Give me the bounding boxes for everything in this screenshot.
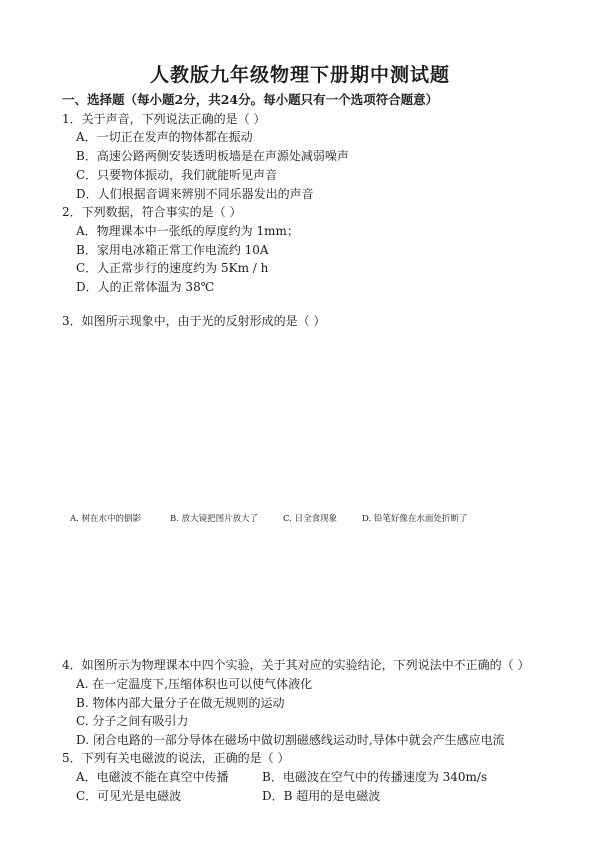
question-4-option-c: C. 分子之间有吸引力	[76, 714, 189, 728]
question-2-option-d: D．人的正常体温为 38℃	[76, 280, 215, 294]
question-4-option-a: A. 在一定温度下,压缩体积也可以使气体液化	[76, 677, 313, 691]
question-1-option-d: D．人们根据音调来辨别不同乐器发出的声音	[76, 187, 314, 201]
question-1-option-b: B．高速公路两侧安装透明板墙是在声源处减弱噪声	[76, 149, 349, 163]
question-2-option-a: A．物理课本中一张纸的厚度约为 1mm；	[76, 224, 299, 238]
question-2-stem: 2．下列数据，符合事实的是（ ）	[62, 205, 242, 219]
question-1-option-a: A．一切正在发声的物体都在振动	[76, 130, 253, 144]
question-5-stem: 5．下列有关电磁波的说法，正确的是（ ）	[62, 751, 290, 765]
question-1-stem: 1．关于声音，下列说法正确的是（ ）	[62, 112, 266, 126]
question-2-option-b: B．家用电冰箱正常工作电流约 10A	[76, 243, 269, 257]
question-2-option-c: C．人正常步行的速度约为 5Km / h	[76, 261, 269, 275]
question-3-figure-area	[62, 338, 542, 503]
question-1-option-c: C．只要物体振动，我们就能听见声音	[76, 168, 278, 182]
question-3-caption-c: C. 日全食现象	[283, 514, 338, 524]
question-5-option-a: A．电磁波不能在真空中传播	[76, 770, 229, 784]
question-3-caption-a: A. 树在水中的倒影	[70, 514, 142, 524]
question-4-option-d: D. 闭合电路的一部分导体在磁场中做切割磁感线运动时,导体中就会产生感应电流	[76, 733, 505, 747]
question-5-option-c: C．可见光是电磁波	[76, 789, 182, 803]
question-3-stem: 3．如图所示现象中，由于光的反射形成的是（ ）	[62, 314, 326, 328]
question-4-stem: 4．如图所示为物理课本中四个实验，关于其对应的实验结论，下列说法中不正确的（ ）	[62, 658, 530, 672]
question-4-option-b: B. 物体内部大量分子在做无规则的运动	[76, 696, 285, 710]
question-3-caption-d: D. 铅笔好像在水面处折断了	[362, 514, 468, 524]
question-4-figure-area	[62, 528, 542, 648]
question-5-option-b: B．电磁波在空气中的传播速度为 340m/s	[262, 770, 488, 784]
section-heading: 一、选择题（每小题2分，共24分。每小题只有一个选项符合题意）	[62, 92, 439, 107]
page-title: 人教版九年级物理下册期中测试题	[149, 64, 450, 86]
question-3-caption-b: B. 放大镜把图片放大了	[170, 514, 259, 524]
question-5-option-d: D．B 超用的是电磁波	[262, 789, 381, 803]
